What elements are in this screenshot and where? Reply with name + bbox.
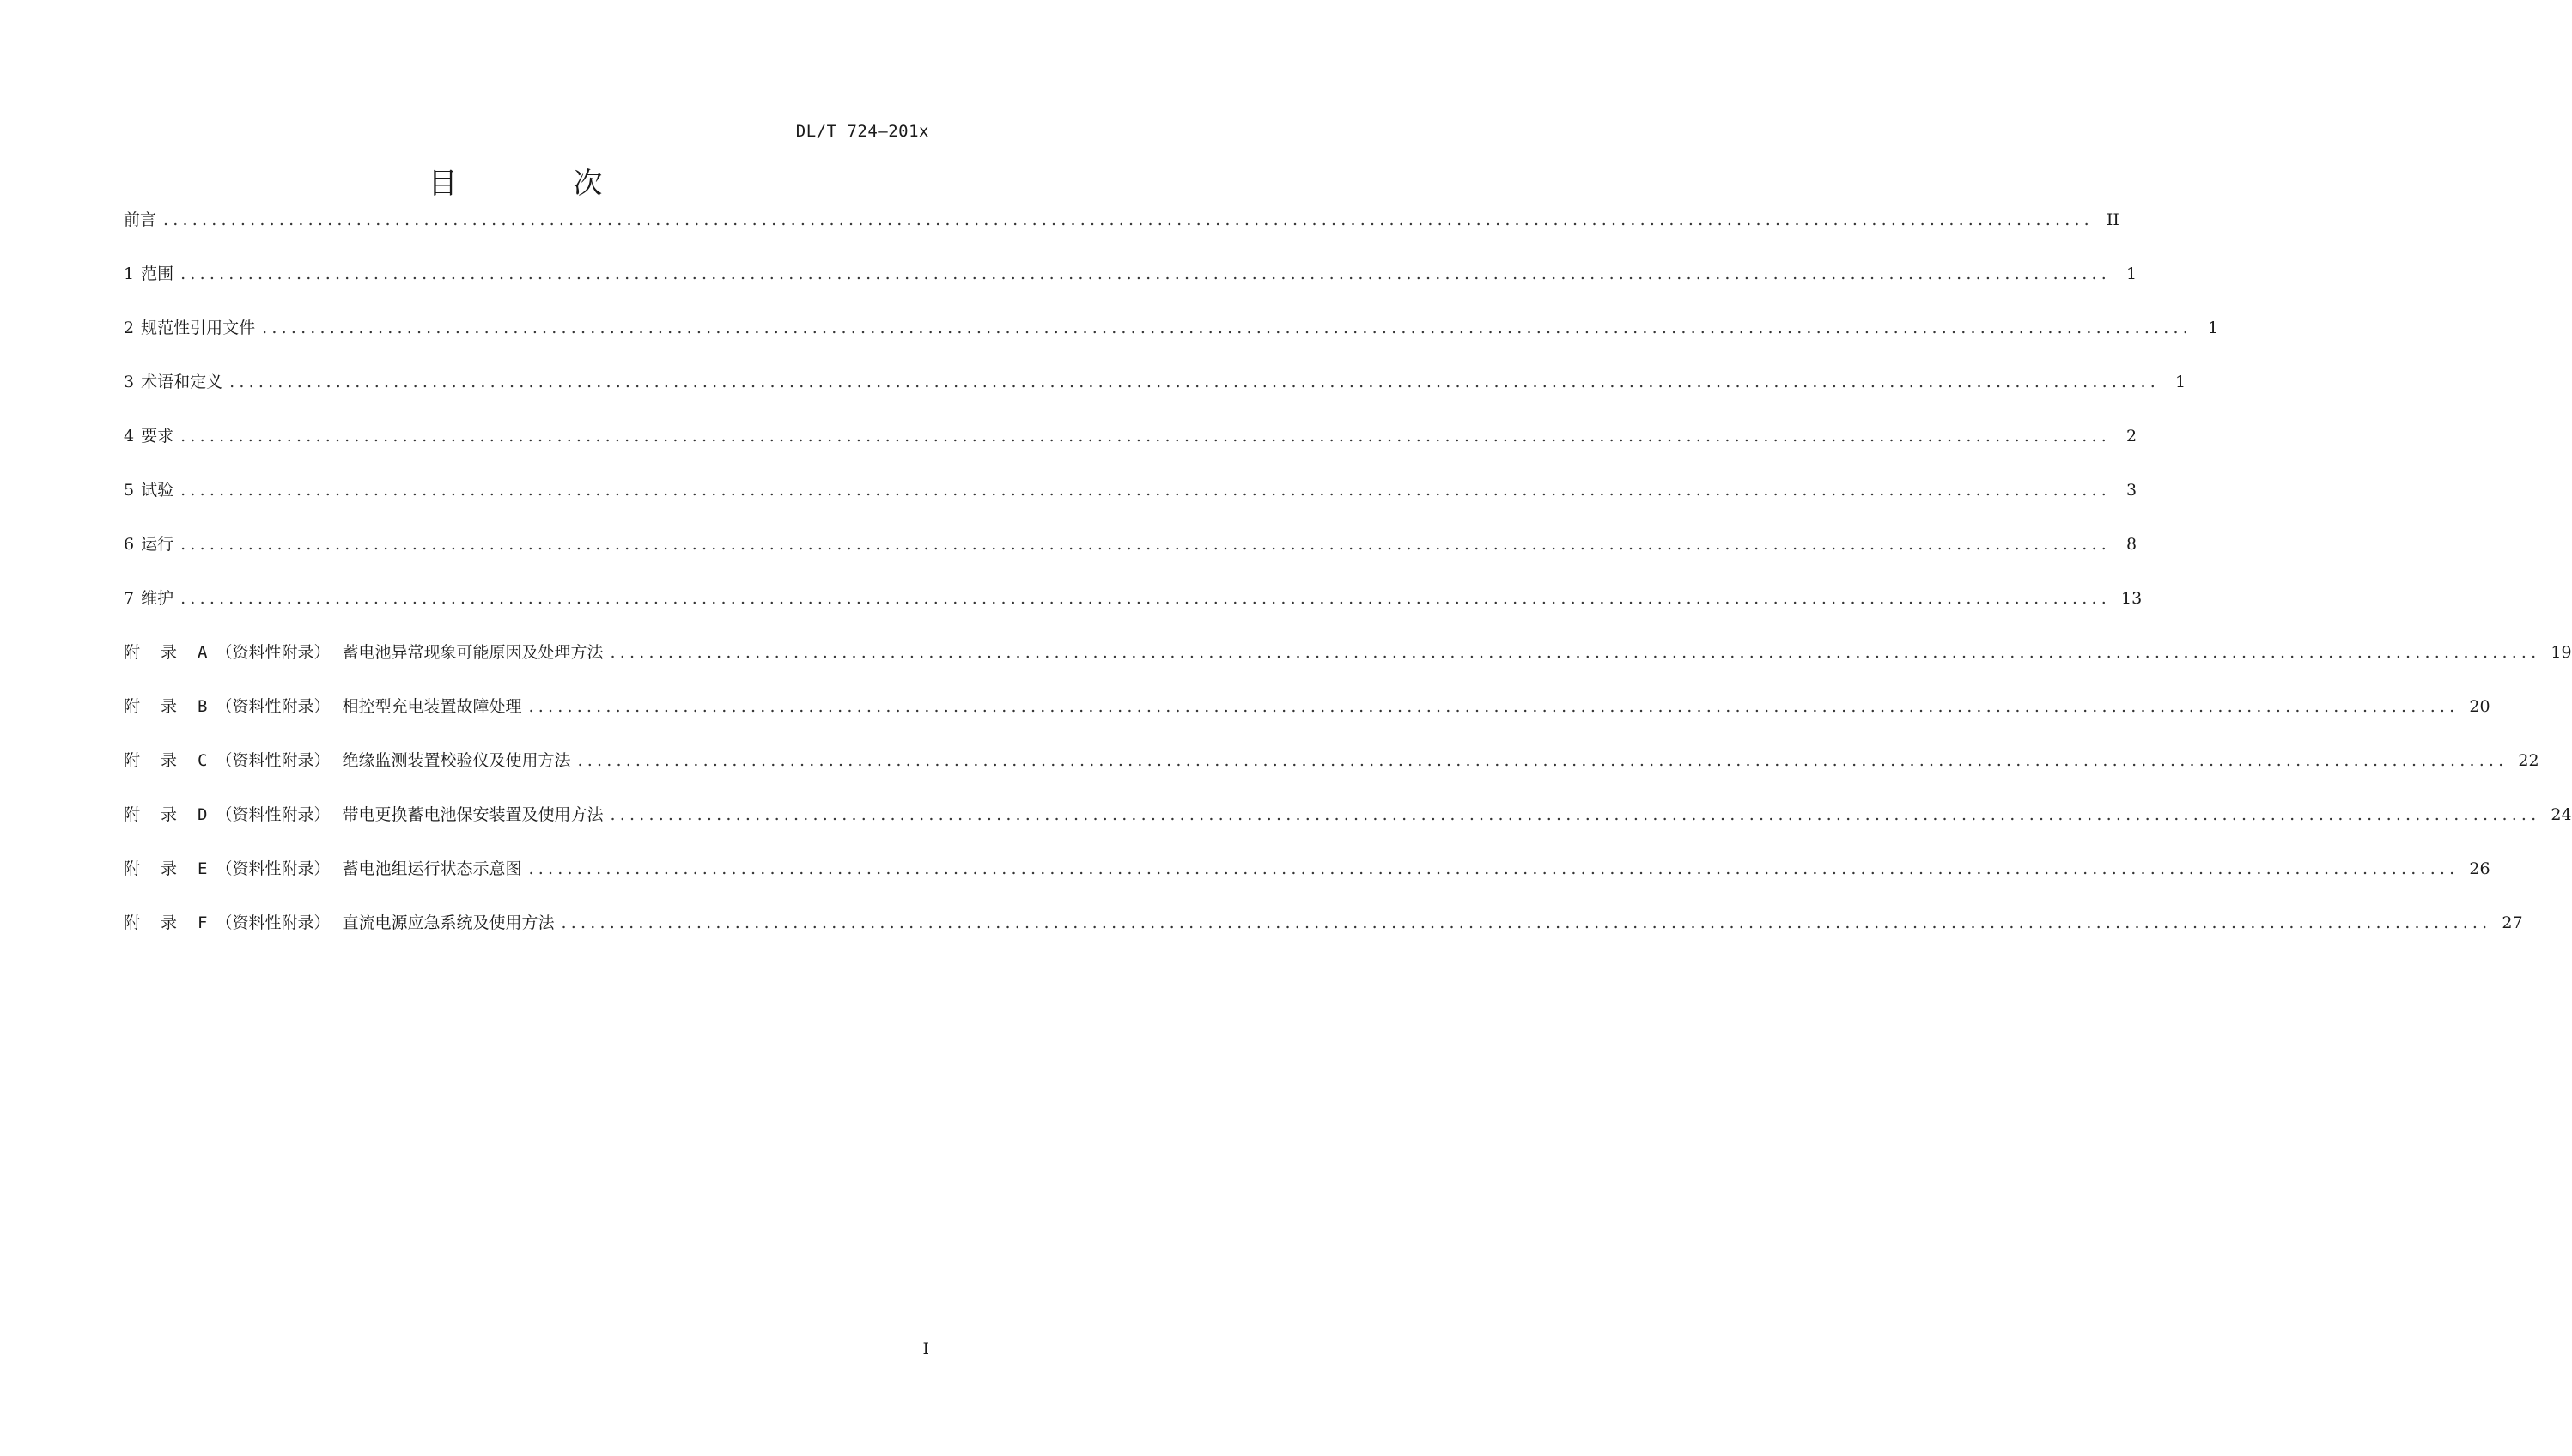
appendix-letter: A — [198, 643, 208, 662]
page-number: I — [922, 1339, 929, 1358]
toc-entry-label: 试验 — [141, 481, 174, 500]
toc-entry-page: 22 — [2518, 751, 2539, 770]
toc-entry-page: 3 — [2125, 481, 2137, 500]
appendix-title: 绝缘监测装置校验仪及使用方法 — [342, 751, 571, 770]
toc-appendix-a[interactable] — [124, 640, 2572, 695]
toc-entry-page: II — [2106, 210, 2119, 229]
toc-dot-leader: ........................................................................................................................................................................................................ — [163, 210, 2094, 229]
toc-entry-label: 范围 — [141, 264, 174, 283]
toc-dot-leader: ........................................................................................................................................................................................................ — [610, 643, 2541, 662]
appendix-letter: D — [198, 805, 208, 824]
toc-entry-foreword[interactable] — [124, 208, 2119, 262]
toc-entry-label: 前言 — [124, 210, 157, 229]
toc-entry-label: 规范性引用文件 — [141, 318, 256, 337]
toc-entry-page: 20 — [2469, 697, 2490, 716]
toc-entry-label: 要求 — [141, 427, 174, 446]
toc-entry-6[interactable] — [124, 532, 2137, 586]
toc-entry-page: 2 — [2125, 427, 2137, 446]
toc-entry-5[interactable] — [124, 478, 2137, 532]
appendix-prefix: 附录 — [124, 697, 198, 716]
appendix-title: 蓄电池异常现象可能原因及处理方法 — [342, 643, 604, 662]
appendix-prefix: 附录 — [124, 859, 198, 878]
toc-dot-leader: ........................................................................................................................................................................................................ — [180, 481, 2112, 500]
toc-appendix-e[interactable] — [124, 857, 2490, 911]
toc-appendix-c[interactable] — [124, 749, 2539, 803]
toc-dot-leader: ........................................................................................................................................................................................................ — [610, 805, 2541, 824]
appendix-prefix: 附录 — [124, 751, 198, 770]
appendix-type: （资料性附录） — [216, 751, 331, 770]
appendix-title: 带电更换蓄电池保安装置及使用方法 — [342, 805, 604, 824]
toc-entry-page: 24 — [2551, 805, 2572, 824]
document-code: DL/T 724—201x — [795, 122, 929, 141]
toc-entry-page: 8 — [2125, 535, 2137, 554]
appendix-prefix: 附录 — [124, 643, 198, 662]
appendix-type: （资料性附录） — [216, 913, 331, 932]
toc-dot-leader: ........................................................................................................................................................................................................ — [229, 373, 2161, 391]
toc-entry-label: 运行 — [141, 535, 174, 554]
toc-entry-page: 26 — [2469, 859, 2490, 878]
toc-dot-leader: ........................................................................................................................................................................................................ — [180, 427, 2112, 446]
appendix-title: 直流电源应急系统及使用方法 — [342, 913, 555, 932]
table-of-contents — [124, 208, 2572, 965]
toc-appendix-d[interactable] — [124, 803, 2572, 857]
appendix-letter: C — [198, 751, 208, 770]
appendix-title: 相控型充电装置故障处理 — [342, 697, 522, 716]
toc-entry-number: 1 — [124, 264, 135, 283]
toc-entry-1[interactable] — [124, 262, 2137, 316]
appendix-letter: E — [198, 859, 208, 878]
toc-entry-2[interactable] — [124, 316, 2219, 370]
toc-entry-page: 1 — [2174, 373, 2186, 391]
appendix-letter: B — [198, 697, 208, 716]
toc-entry-page: 19 — [2551, 643, 2572, 662]
appendix-type: （资料性附录） — [216, 859, 331, 878]
toc-entry-page: 13 — [2121, 589, 2143, 608]
page-title: 目 次 — [428, 167, 656, 201]
toc-entry-number: 6 — [124, 535, 135, 554]
toc-entry-number: 3 — [124, 373, 135, 391]
toc-dot-leader: ........................................................................................................................................................................................................ — [528, 697, 2460, 716]
toc-entry-4[interactable] — [124, 424, 2137, 478]
toc-dot-leader: ........................................................................................................................................................................................................ — [577, 751, 2508, 770]
appendix-type: （资料性附录） — [216, 643, 331, 662]
toc-entry-7[interactable] — [124, 586, 2143, 640]
toc-dot-leader: ........................................................................................................................................................................................................ — [561, 913, 2492, 932]
appendix-prefix: 附录 — [124, 805, 198, 824]
toc-entry-label: 维护 — [141, 589, 174, 608]
appendix-prefix: 附录 — [124, 913, 198, 932]
toc-dot-leader: ........................................................................................................................................................................................................ — [180, 535, 2112, 554]
toc-entry-page: 27 — [2502, 913, 2523, 932]
toc-dot-leader: ........................................................................................................................................................................................................ — [262, 318, 2193, 337]
toc-entry-page: 1 — [2125, 264, 2137, 283]
toc-entry-number: 5 — [124, 481, 135, 500]
toc-dot-leader: ........................................................................................................................................................................................................ — [528, 859, 2460, 878]
appendix-type: （资料性附录） — [216, 697, 331, 716]
toc-dot-leader: ........................................................................................................................................................................................................ — [180, 589, 2112, 608]
appendix-letter: F — [198, 913, 208, 932]
toc-appendix-b[interactable] — [124, 695, 2490, 749]
toc-entry-3[interactable] — [124, 370, 2186, 424]
toc-dot-leader: ........................................................................................................................................................................................................ — [180, 264, 2112, 283]
toc-entry-number: 2 — [124, 318, 135, 337]
toc-entry-number: 7 — [124, 589, 135, 608]
appendix-type: （资料性附录） — [216, 805, 331, 824]
toc-entry-page: 1 — [2207, 318, 2219, 337]
toc-entry-number: 4 — [124, 427, 135, 446]
appendix-title: 蓄电池组运行状态示意图 — [342, 859, 522, 878]
toc-appendix-f[interactable] — [124, 911, 2523, 965]
toc-entry-label: 术语和定义 — [141, 373, 223, 391]
